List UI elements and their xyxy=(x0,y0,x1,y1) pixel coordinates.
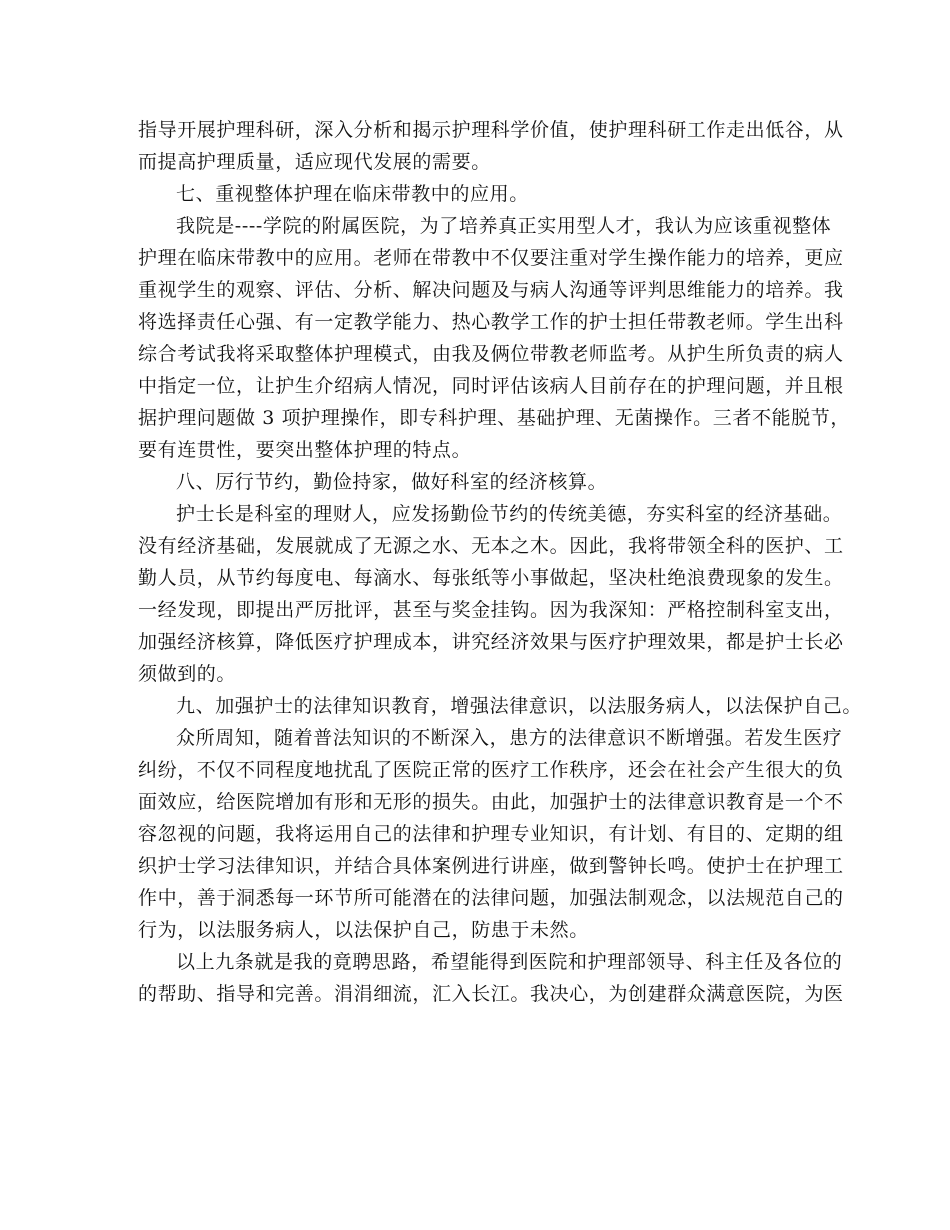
paragraph-line: 重视学生的观察、评估、分析、解决问题及与病人沟通等评判思维能力的培养。我 xyxy=(138,279,844,301)
paragraph-line: 的帮助、指导和完善。涓涓细流，汇入长江。我决心，为创建群众满意医院，为医 xyxy=(138,983,844,1005)
paragraph-line: 中指定一位，让护生介绍病人情况，同时评估该病人目前存在的护理问题，并且根 xyxy=(138,375,844,397)
paragraph-line: 指导开展护理科研，深入分析和揭示护理科学价值，使护理科研工作走出低谷，从 xyxy=(138,119,844,141)
paragraph-line: 没有经济基础，发展就成了无源之水、无本之木。因此，我将带领全科的医护、工 xyxy=(138,535,844,557)
paragraph-line: 行为，以法服务病人，以法保护自己，防患于未然。 xyxy=(138,919,589,941)
paragraph-first-line: 护士长是科室的理财人，应发扬勤俭节约的传统美德，夯实科室的经济基础。 xyxy=(176,503,843,525)
paragraph-line: 纠纷，不仅不同程度地扰乱了医院正常的医疗工作秩序，还会在社会产生很大的负 xyxy=(138,759,844,781)
paragraph-first-line: 众所周知，随着普法知识的不断深入，患方的法律意识不断增强。若发生医疗 xyxy=(176,727,843,749)
paragraph-line: 要有连贯性，要突出整体护理的特点。 xyxy=(138,439,472,461)
paragraph-line: 综合考试我将采取整体护理模式，由我及俩位带教老师监考。从护生所负责的病人 xyxy=(138,343,844,365)
paragraph-line: 织护士学习法律知识，并结合具体案例进行讲座，做到警钟长鸣。使护士在护理工 xyxy=(138,855,844,877)
paragraph-first-line: 以上九条就是我的竟聘思路，希望能得到医院和护理部领导、科主任及各位的 xyxy=(176,951,843,973)
paragraph-line: 加强经济核算，降低医疗护理成本，讲究经济效果与医疗护理效果，都是护士长必 xyxy=(138,631,844,653)
paragraph-first-line: 我院是----学院的附属医院，为了培养真正实用型人才，我认为应该重视整体 xyxy=(176,215,832,237)
paragraph-first-line: 九、加强护士的法律知识教育，增强法律意识，以法服务病人，以法保护自己。 xyxy=(176,695,863,717)
document-body xyxy=(138,114,863,1010)
paragraph-line: 一经发现，即提出严厉批评，甚至与奖金挂钩。因为我深知：严格控制科室支出， xyxy=(138,599,844,621)
paragraph-line: 须做到的。 xyxy=(138,663,237,685)
paragraph-line: 容忽视的问题，我将运用自己的法律和护理专业知识，有计划、有目的、定期的组 xyxy=(138,823,844,845)
paragraph-line: 面效应，给医院增加有形和无形的损失。由此，加强护士的法律意识教育是一个不 xyxy=(138,791,844,813)
paragraph-first-line: 七、重视整体护理在临床带教中的应用。 xyxy=(176,183,529,205)
paragraph-first-line: 八、厉行节约，勤俭持家，做好科室的经济核算。 xyxy=(176,471,608,493)
paragraph-line: 将选择责任心强、有一定教学能力、热心教学工作的护士担任带教老师。学生出科 xyxy=(138,311,844,333)
paragraph-line: 护理在临床带教中的应用。老师在带教中不仅要注重对学生操作能力的培养，更应 xyxy=(138,247,844,269)
paragraph-line: 而提高护理质量，适应现代发展的需要。 xyxy=(138,151,491,173)
paragraph-line: 据护理问题做 3 项护理操作，即专科护理、基础护理、无菌操作。三者不能脱节， xyxy=(138,407,850,429)
paragraph-line: 作中，善于洞悉每一环节所可能潜在的法律问题，加强法制观念，以法规范自己的 xyxy=(138,887,844,909)
paragraph-line: 勤人员，从节约每度电、每滴水、每张纸等小事做起，坚决杜绝浪费现象的发生。 xyxy=(138,567,844,589)
